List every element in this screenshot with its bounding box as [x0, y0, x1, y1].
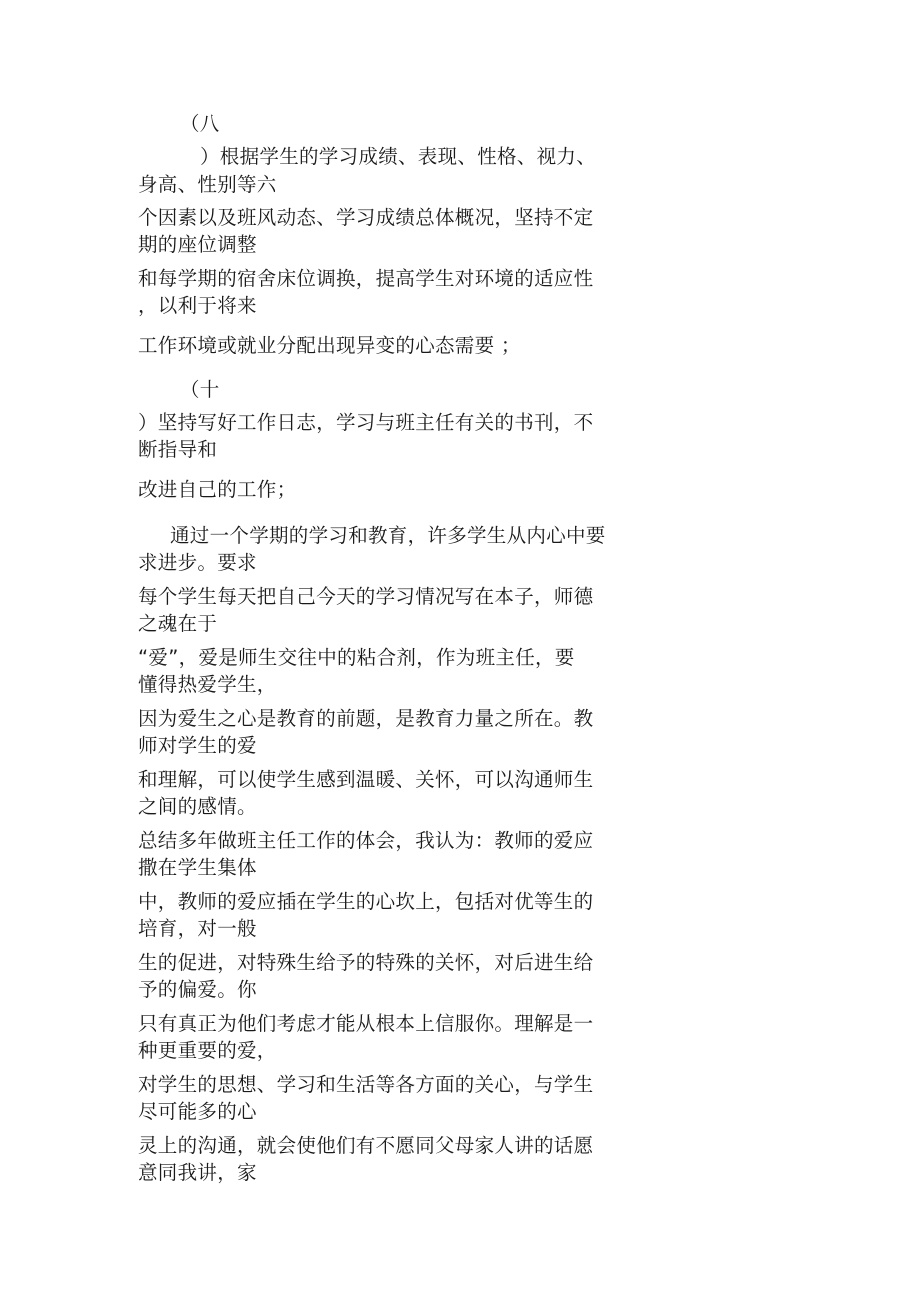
text-line: 通过一个学期的学习和教育，许多学生从内心中要	[170, 524, 606, 547]
text-line: 身高、性别等六	[138, 173, 277, 196]
text-line: 意同我讲，家	[138, 1161, 257, 1184]
text-line: 每个学生每天把自己今天的学习情况写在本子，师德	[138, 585, 594, 608]
text-line: 期的座位调整	[138, 233, 257, 256]
text-line: “爱”，爱是师生交往中的粘合剂，作为班主任，要	[138, 646, 575, 669]
text-line: 和理解，可以使学生感到温暖、关怀，可以沟通师生	[138, 768, 594, 791]
text-line: 改进自己的工作；	[138, 478, 297, 501]
text-line: 总结多年做班主任工作的体会，我认为：教师的爱应	[138, 829, 594, 852]
text-line: 之间的感情。	[138, 795, 257, 818]
text-line: 个因素以及班风动态、学习成绩总体概况，坚持不定	[138, 206, 594, 229]
text-line: 生的促进，对特殊生给予的特殊的关怀，对后进生给	[138, 951, 594, 974]
text-line: 尽可能多的心	[138, 1100, 257, 1123]
text-line: 对学生的思想、学习和生活等各方面的关心，与学生	[138, 1073, 594, 1096]
text-line: 灵上的沟通，就会使他们有不愿同父母家人讲的话愿	[138, 1134, 594, 1157]
text-line: 撒在学生集体	[138, 856, 257, 879]
text-line: 之魂在于	[138, 612, 218, 635]
text-line: 工作环境或就业分配出现异变的心态需要 ；	[138, 334, 521, 357]
text-line: 断指导和	[138, 438, 218, 461]
text-line: （八	[180, 112, 220, 135]
text-line: 培育，对一般	[138, 917, 257, 940]
text-line: ）坚持写好工作日志，学习与班主任有关的书刊，不	[138, 411, 594, 434]
text-line: 予的偏爱。你	[138, 978, 257, 1001]
text-line: 中，教师的爱应插在学生的心坎上，包括对优等生的	[138, 890, 594, 913]
text-line: 种更重要的爱，	[138, 1039, 277, 1062]
text-line: 求进步。要求	[138, 551, 257, 574]
text-line: ，以利于将来	[138, 294, 257, 317]
text-line: （十	[180, 378, 220, 401]
text-line: 只有真正为他们考虑才能从根本上信服你。理解是一	[138, 1012, 594, 1035]
text-line: 师对学生的爱	[138, 734, 257, 757]
text-line: ）根据学生的学习成绩、表现、性格、视力、	[200, 145, 597, 168]
text-line: 因为爱生之心是教育的前题，是教育力量之所在。教	[138, 707, 594, 730]
text-line: 和每学期的宿舍床位调换，提高学生对环境的适应性	[138, 267, 594, 290]
text-line: 懂得热爱学生，	[138, 673, 277, 696]
